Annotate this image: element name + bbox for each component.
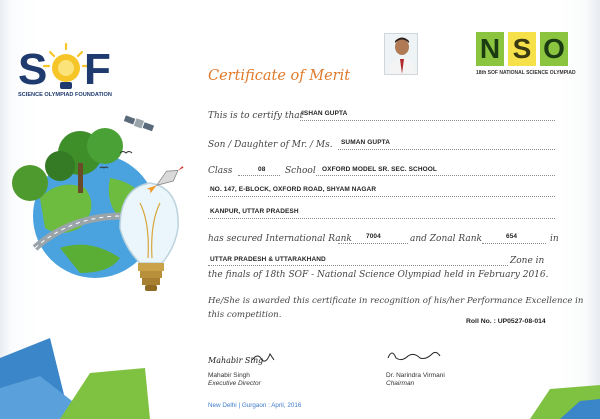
international-rank-line — [338, 243, 408, 244]
address-text-2: KANPUR, UTTAR PRADESH — [210, 208, 299, 215]
left-signatory-title — [208, 380, 261, 387]
address-text-1: NO. 147, E-BLOCK, OXFORD ROAD, SHYAM NAGAR — [210, 186, 377, 193]
right-signatory-title — [386, 380, 414, 387]
certify-label: This is to certify that — [208, 111, 304, 121]
left-signatory-title-text: Executive Director — [208, 380, 261, 387]
address-line-2 — [208, 218, 555, 219]
address-line-1 — [208, 196, 555, 197]
school-value: OXFORD MODEL SR. SEC. SCHOOL — [322, 166, 437, 173]
zonal-rank-line — [482, 243, 546, 244]
parent-line — [338, 149, 555, 150]
class-value: 08 — [258, 166, 266, 173]
nso-subtitle: 18th SOF NATIONAL SCIENCE OLYMPIAD — [476, 70, 576, 76]
student-photo — [384, 33, 418, 75]
secured-label: has secured International Rank — [208, 234, 352, 244]
left-signatory-name: Mahabir Singh — [208, 372, 250, 379]
school-label: School — [285, 166, 316, 176]
sof-subtitle: SCIENCE OLYMPIAD FOUNDATION — [18, 92, 112, 98]
corner-accent-right — [510, 379, 600, 419]
student-name: ISHAN GUPTA — [302, 110, 348, 117]
svg-text:F: F — [84, 45, 111, 94]
nso-letter-n: N — [476, 32, 504, 66]
zone-value: UTTAR PRADESH & UTTARAKHAND — [210, 256, 326, 263]
international-rank: 7004 — [366, 233, 381, 240]
zone-line — [208, 265, 508, 266]
class-label: Class — [208, 166, 233, 176]
science-illustration — [0, 108, 205, 419]
zonal-label: and Zonal Rank — [410, 234, 482, 244]
right-signatory-title-text: Chairman — [386, 380, 415, 387]
parent-label: Son / Daughter of Mr. / Ms. — [208, 140, 333, 150]
finals-text: the finals of 18th SOF - National Science Olympiad held in February 2016. — [208, 270, 549, 280]
in-label: in — [550, 234, 559, 244]
nso-letter-o: O — [540, 32, 568, 66]
class-line — [238, 175, 280, 176]
svg-text:S: S — [18, 45, 48, 94]
award-text-1: He/She is awarded this certificate in recognition of his/her Performance Excellence in — [208, 296, 584, 306]
student-photo-graphic — [385, 34, 418, 75]
illustration-graphic — [0, 108, 205, 419]
school-line — [316, 175, 555, 176]
certify-line — [300, 120, 555, 121]
left-signature-flourish — [250, 350, 280, 364]
nso-logo — [470, 30, 574, 86]
footer-place-date: New Delhi | Gurgaon : April, 2016 — [208, 402, 302, 409]
right-signature-mark — [384, 346, 444, 366]
left-signature-mark: Mahabir Sing — [208, 356, 264, 365]
certificate-title: Certificate of Merit — [208, 68, 351, 84]
sof-logo — [16, 32, 126, 102]
zonal-rank: 654 — [506, 233, 518, 240]
right-signatory-name: Dr. Narindra Virmani — [386, 372, 445, 379]
parent-name: SUMAN GUPTA — [341, 139, 391, 146]
roll-number: Roll No. : UP0527-08-014 — [466, 318, 546, 325]
nso-letter-s: S — [508, 32, 536, 66]
award-text-2: this competition. — [208, 310, 282, 320]
zone-label: Zone in — [510, 256, 545, 266]
